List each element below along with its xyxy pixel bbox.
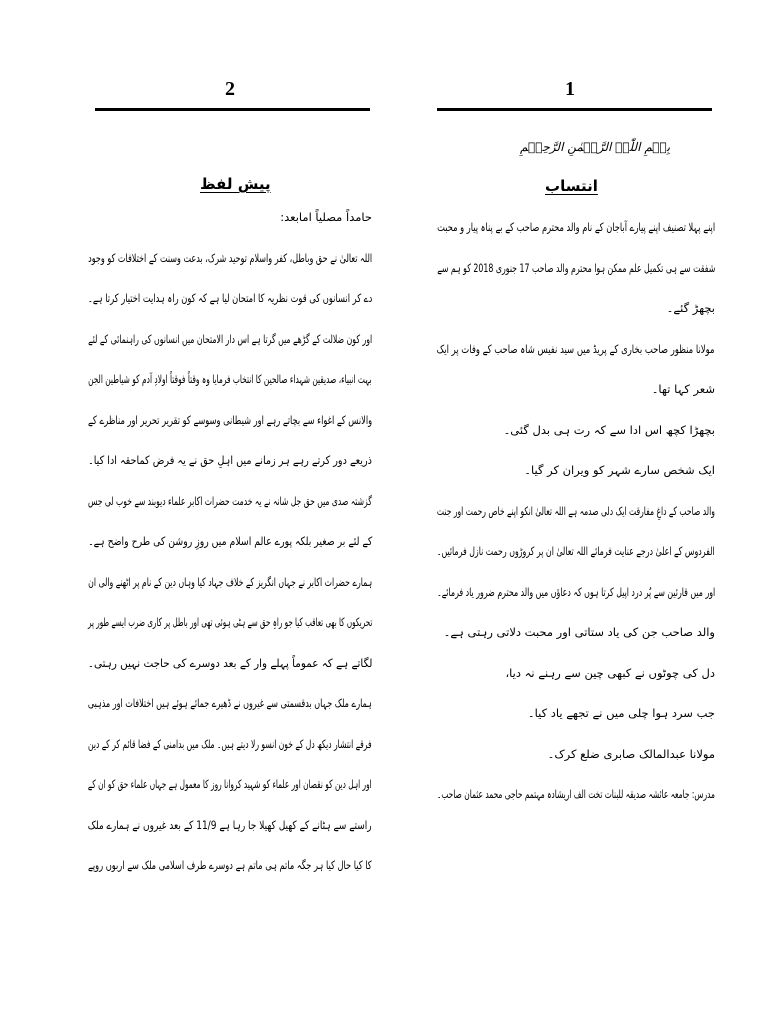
text-line: مولانا عبدالمالک صابری ضلع کرک۔ [547, 746, 715, 761]
text-line: اللہ تعالیٰ نے حق وباطل، کفر واسلام توحید شرک، بدعت وسنت کے اختلافات کو وجود [87, 250, 372, 265]
dedication-heading: انتساب [545, 177, 598, 195]
text-line: الفردوس کے اعلیٰ درجے عنایت فرمائے اللہ تعالیٰ ان پر کروڑوں رحمت نازل فرمائیں۔ [437, 544, 715, 558]
text-line: بہت انبیاء، صدیقین شہداء صالحین کا انتخاب فرمایا وہ وقتاً فوقتاً اولادِ آدم کو شیاطین الجن [88, 372, 372, 386]
text-line: اور اہل دین کو نقصان اور علماء کو شہید کروانا روز کا معمول ہے جہاں علماء حق کو ان کے [88, 777, 372, 791]
text-line: اپنے پہلا تصنیف اپنے پیارے آباجان کے نام والد محترم صاحب کے بے پناہ پیار و محبت [437, 220, 715, 234]
text-line: شعر کہا تھا۔ [651, 382, 715, 396]
text-line: کا کیا حال کیا ہر جگہ ماتم ہی ماتم ہے دوسرے طرف اسلامی ملک سے اربوں روپے [88, 858, 372, 872]
header-rule-left [95, 108, 370, 111]
text-line: لگاتے ہے کہ عموماً پہلے وار کے بعد دوسرے کی حاجت نہیں رہتی۔ [87, 655, 372, 670]
text-line: مدرس: جامعہ عائشہ صدیقہ للبنات تخت الف اریشادہ مہتمم حاجی محمد عثمان صاحب۔ [437, 787, 715, 801]
text-line: والد صاحب کے داغِ مفارقت ایک دلی صدمہ ہے اللہ تعالیٰ انکو اپنے خاص رحمت اور جنت [437, 503, 715, 518]
text-line: راستے سے ہٹانے کے کھیل کھیلا جا رہا ہے 11/9 کے بعد غیروں نے ہمارے ملک [88, 817, 372, 832]
text-line: مولانا منظور صاحب بخاری کے پریڈ میں سید نفیس شاہ صاحب کے وفات پر ایک [437, 341, 715, 356]
text-line: حامداً مصلیاً امابعد: [280, 210, 372, 224]
text-line: جب سرد ہوا چلی میں نے تجھے یاد کیا۔ [527, 706, 715, 720]
page-number-left: 2 [225, 78, 235, 100]
text-line: ہمارے ملک جہاں بدقسمتی سے غیروں نے ڈھیرے جمائے ہوئے ہیں اختلافات اور مذہبی [88, 696, 372, 710]
page-number-right: 1 [565, 78, 575, 100]
text-line: ہمارے حضرات اکابر نے جہاں انگریز کے خلاف جہاد کیا وہاں دین کے نام پر اٹھنے والی ان [87, 574, 372, 589]
text-line: دل کی چوٹوں نے کبھی چین سے رہنے نہ دیا، [505, 665, 715, 680]
text-line: اور کون ضلالت کے گڑھے میں گرتا ہے اس دار الامتحان میں انسانوں کی راہنمائی کے لئے [87, 331, 372, 346]
text-line: بچھڑا کچھ اس ادا سے کہ رت ہی بدل گئی۔ [503, 422, 715, 437]
text-line: ذریعے دور کرتے رہے ہر زمانے میں اہلِ حق نے یہ فرض کماحقہ ادا کیا۔ [88, 453, 372, 467]
text-line: گزشتہ صدی میں حق جل شانہ نے یہ خدمت حضرات اکابر علماء دیوبند سے خوب لی جس [88, 493, 372, 508]
text-line: بچھڑ گئے۔ [666, 301, 715, 315]
text-line: کے لئے بر صغیر بلکہ پورے عالم اسلام میں روزِ روشن کی طرح واضح ہے۔ [87, 534, 372, 548]
text-line: فرقے انتشار دیکھ دل کے خون انسو رلا دیتے ہیں۔ ملک میں بدامنی کے فضا قائم کر کے دین [88, 736, 372, 751]
text-line: والانس کے اغواء سے بچاتے رہے اور شیطانی وسوسے کو تقریر تحریر اور مناظرے کے [87, 412, 372, 427]
basmala: بِسۡمِ اللّٰہِ الرَّحۡمٰنِ الرَّحِیۡمِ [520, 140, 671, 154]
text-line: ایک شخص سارے شہر کو ویران کر گیا۔ [524, 463, 715, 477]
text-line: دے کر انسانوں کی قوت نظریہ کا امتحان لیا ہے کہ کون راہ ہدایت اختیار کرتا ہے۔ [87, 291, 372, 305]
text-line: شفقت سے ہی تکمیل علم ممکن ہوا محترم والد صاحب 17 جنوری 2018 کو ہم سے [436, 260, 715, 275]
text-line: والد صاحب جن کی یاد ستاتی اور محبت دلاتی رہتی ہے۔ [443, 625, 715, 639]
foreword-heading: پیش لفظ [200, 175, 271, 193]
text-line: اور میں قارئین سے پُر درد اپیل کرتا ہوں کہ دعاؤں میں والد محترم ضرور یاد فرمائے۔ [436, 584, 715, 599]
text-line: تحریکوں کا بھی تعاقب کیا جو راہِ حق سے ہٹی ہوئی تھی اور باطل پر کاری ضرب ایسے طور پر [87, 615, 372, 629]
header-rule-right [437, 108, 712, 111]
